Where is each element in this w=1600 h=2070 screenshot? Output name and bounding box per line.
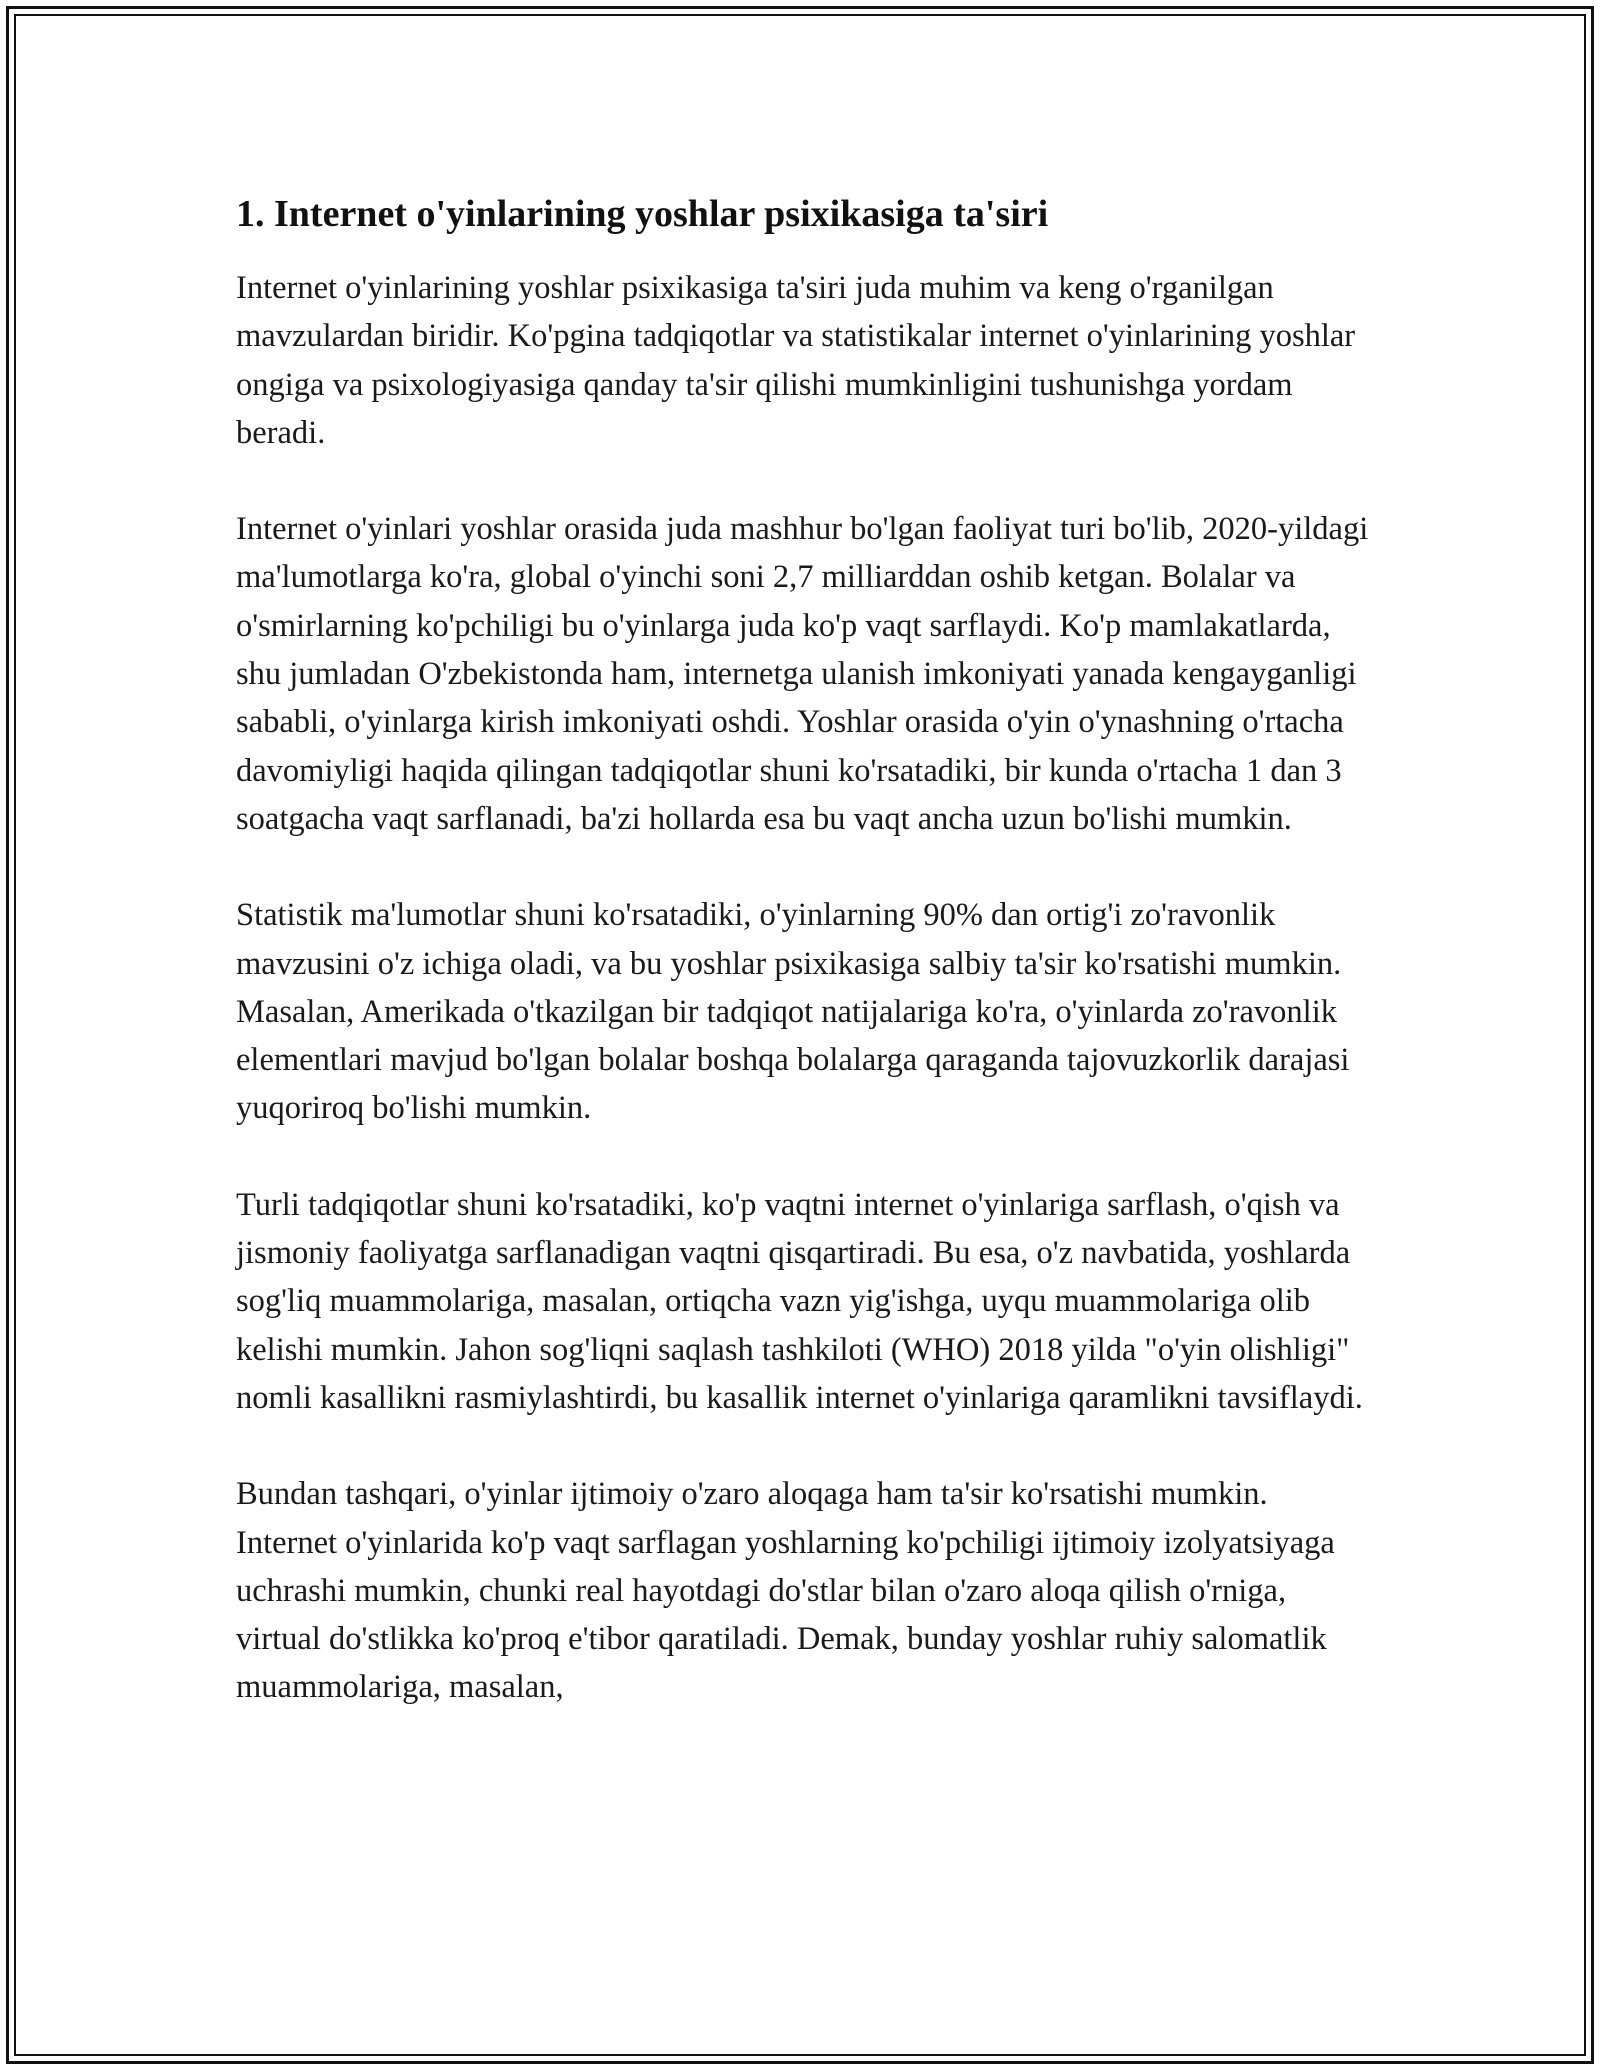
section-heading: 1. Internet o'yinlarining yoshlar psixikasiga ta'siri (236, 193, 1049, 235)
paragraph-social: Bundan tashqari, o'yinlar ijtimoiy o'zaro aloqaga ham ta'sir ko'rsatishi mumkin. Internet o'yinlarida ko'p vaqt sarflagan yoshlarning ko'pchiligi ijtimoiy izolyatsiyaga uchrashi mumkin, chunki real hayotdagi do'stlar bilan o'zaro aloqa qilish o'rniga, virtual do'stlikka ko'proq e'tibor qaratiladi. Demak, bunday yoshlar ruhiy salomatlik muammolariga, masalan, (236, 1476, 1335, 1706)
paragraph-violence: Statistik ma'lumotlar shuni ko'rsatadiki, o'yinlarning 90% dan ortig'i zo'ravonlik mavzusini o'z ichiga oladi, va bu yoshlar psixikasiga salbiy ta'sir ko'rsatishi mumkin. Masalan, Amerikada o'tkazilgan bir tadqiqot natijalariga ko'ra, o'yinlarda zo'ravonlik elementlari mavjud bo'lgan bolalar boshqa bolalarga qaraganda tajovuzkorlik darajasi yuqoriroq bo'lishi mumkin. (236, 897, 1350, 1127)
paragraph-intro: Internet o'yinlarining yoshlar psixikasiga ta'siri juda muhim va keng o'rganilgan mavzulardan biridir. Ko'pgina tadqiqotlar va statistikalar internet o'yinlarining yoshlar ongiga va psixologiyasiga qanday ta'sir qilishi mumkinligini tushunishga yordam beradi. (236, 270, 1356, 451)
paragraph-popularity: Internet o'yinlari yoshlar orasida juda mashhur bo'lgan faoliyat turi bo'lib, 2020-yildagi ma'lumotlarga ko'ra, global o'yinchi soni 2,7 milliarddan oshib ketgan. Bolalar va o'smirlarning ko'pchiligi bu o'yinlarga juda ko'p vaqt sarflaydi. Ko'p mamlakatlarda, shu jumladan O'zbekistonda ham, internetga ulanish imkoniyati yanada kengayganligi sababli, o'yinlarga kirish imkoniyati oshdi. Yoshlar orasida o'yin o'ynashning o'rtacha davomiyligi haqida qilingan tadqiqotlar shuni ko'rsatadiki, bir kunda o'rtacha 1 dan 3 soatgacha vaqt sarflanadi, ba'zi hollarda esa bu vaqt ancha uzun bo'lishi mumkin. (236, 511, 1369, 837)
document-body (236, 186, 1376, 1760)
paragraph-health: Turli tadqiqotlar shuni ko'rsatadiki, ko'p vaqtni internet o'yinlariga sarflash, o'qish va jismoniy faoliyatga sarflanadigan vaqtni qisqartiradi. Bu esa, o'z navbatida, yoshlarda sog'liq muammolariga, masalan, ortiqcha vazn yig'ishga, uyqu muammolariga olib kelishi mumkin. Jahon sog'liqni saqlash tashkiloti (WHO) 2018 yilda "o'yin olishligi" nomli kasallikni rasmiylashtirdi, bu kasallik internet o'yinlariga qaramlikni tavsiflaydi. (236, 1186, 1363, 1416)
